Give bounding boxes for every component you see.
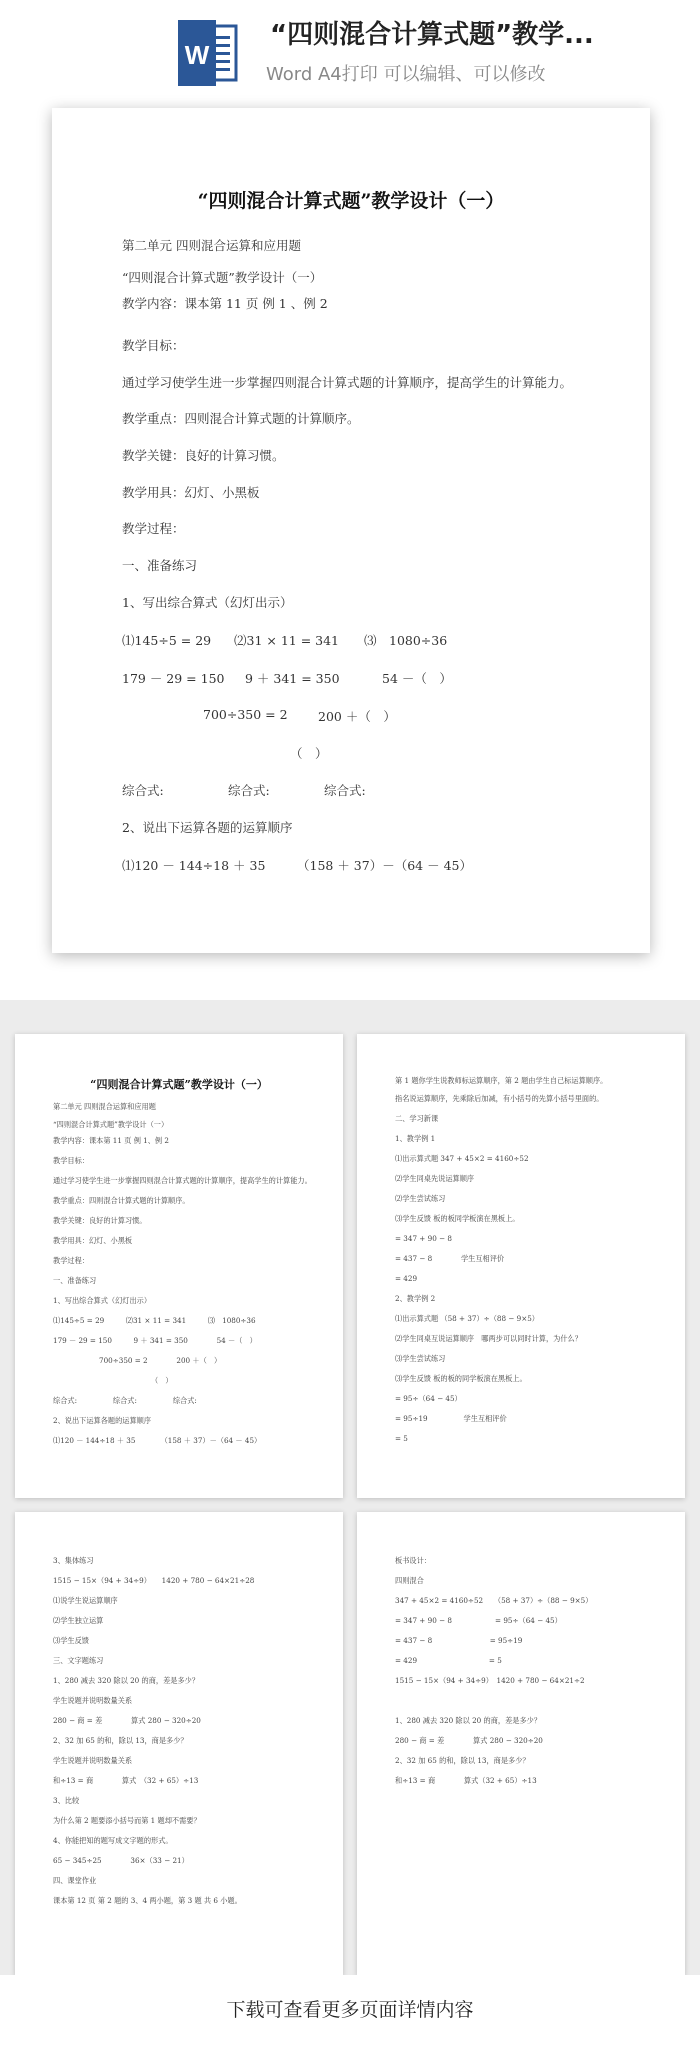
thumb-line: 1515 − 15×（94 + 34÷9） 1420 + 780 − 64×21÷2: [395, 1676, 585, 1685]
thumb-line: 学生说题并说明数量关系: [53, 1696, 133, 1705]
thumb-line: = 95÷19 学生互相评价: [395, 1414, 507, 1423]
thumb-line: 179 － 29 = 150 9 ＋ 341 = 350 54 －（ ）: [53, 1336, 257, 1345]
thumb-line: 板书设计：: [395, 1556, 431, 1565]
thumb-line: 教学目标：: [53, 1156, 89, 1165]
doc-line: 9 ＋ 341 = 350: [245, 671, 340, 686]
thumb-line: ⑵学生同桌先说运算顺序: [395, 1174, 475, 1183]
doc-line: 教学过程：: [122, 521, 185, 536]
thumb-line: ⑴出示算式题 （58 + 37）÷（88 − 9×5）: [395, 1314, 539, 1323]
thumb-line: 65 − 345÷25 36×（33 − 21）: [53, 1856, 189, 1865]
thumb-line: 教学重点：四则混合计算式题的计算顺序。: [53, 1196, 190, 1205]
thumb-line: 700÷350 = 2 200 ＋（ ）: [99, 1356, 222, 1365]
thumb-line: 280 − 商 = 差 算式 280 − 320÷20: [395, 1736, 543, 1745]
doc-line: 教学关键：良好的计算习惯。: [122, 448, 285, 463]
thumb-line: ⑶学生反馈: [53, 1636, 89, 1645]
thumb-line: = 347 + 90 − 8: [395, 1234, 452, 1243]
doc-line: 教学重点：四则混合计算式题的计算顺序。: [122, 411, 360, 426]
page-thumbnail-gallery: [0, 1000, 700, 1975]
thumb-line: = 429: [395, 1274, 418, 1283]
thumb-line: ⑵学生同桌互说运算顺序 哪两步可以同时计算，为什么？: [395, 1334, 582, 1343]
thumb-line: 4、你能把知的题写成文字题的形式。: [53, 1836, 173, 1845]
thumb-line: ⑵学生尝试练习: [395, 1194, 446, 1203]
thumb-line: （ ）: [151, 1376, 173, 1385]
thumb-line: = 437 − 8 学生互相评价: [395, 1254, 505, 1263]
thumb-line: 第 1 题你学生说教师标运算顺序，第 2 题由学生自己标运算顺序。: [395, 1076, 608, 1085]
document-title: “四则混合计算式题”教学设计（一）: [197, 190, 505, 212]
header-subtitle: Word A4打印 可以编辑、可以修改: [266, 64, 546, 85]
thumb-line: 指名说运算顺序，先乘除后加减，有小括号的先算小括号里面的。: [395, 1094, 604, 1103]
thumb-line: 1、280 减去 320 除以 20 的商，差是多少？: [53, 1676, 200, 1685]
thumb-title: “四则混合计算式题”教学设计（一）: [90, 1078, 268, 1091]
header: [0, 0, 700, 100]
doc-line: （ ）: [290, 746, 328, 761]
thumb-line: ⑴120 － 144÷18 ＋ 35 （158 ＋ 37）－（64 － 45）: [53, 1436, 262, 1445]
main-document-page: [52, 108, 650, 953]
doc-line: ⑵31 × 11 = 341: [234, 633, 340, 648]
thumb-line: “四则混合计算式题”教学设计（一）: [53, 1120, 169, 1129]
thumb-line: 1、教学例 1: [395, 1134, 436, 1143]
thumbnail-page-4[interactable]: [357, 1512, 685, 1976]
thumb-line: ⑶学生反馈 板的板的同学板演在黑板上。: [395, 1374, 527, 1383]
doc-line: 1、写出综合算式（幻灯出示）: [122, 595, 293, 610]
doc-line: （158 ＋ 37）－（64 － 45）: [297, 858, 472, 873]
thumbnail-page-3[interactable]: [15, 1512, 343, 1976]
thumb-line: ⑴145÷5 = 29 ⑵31 × 11 = 341 ⑶ 1080÷36: [53, 1316, 256, 1325]
thumb-line: = 95÷（64 − 45）: [395, 1394, 462, 1403]
doc-line: 综合式:: [228, 783, 270, 798]
doc-line: 第二单元 四则混合运算和应用题: [122, 238, 301, 253]
doc-line: 教学目标：: [122, 338, 185, 353]
thumb-line: ⑶学生反馈 板的板同学板演在黑板上。: [395, 1214, 520, 1223]
svg-text:W: W: [184, 40, 210, 70]
thumb-line: 四则混合: [395, 1576, 424, 1585]
doc-line: 2、说出下运算各题的运算顺序: [122, 820, 293, 835]
thumb-line: 1515 − 15×（94 + 34÷9） 1420 + 780 − 64×21÷28: [53, 1576, 255, 1585]
thumb-line: 教学内容：课本第 11 页 例 1、例 2: [53, 1136, 169, 1145]
doc-line: ⑴145÷5 = 29: [122, 633, 212, 648]
word-icon: [176, 20, 238, 86]
thumb-line: ⑵学生独立运算: [53, 1616, 104, 1625]
thumb-line: 和÷13 = 商 算式（32 + 65）÷13: [395, 1776, 537, 1785]
thumb-line: 2、32 加 65 的和，除以 13，商是多少？: [395, 1756, 530, 1765]
thumb-line: = 437 − 8 = 95÷19: [395, 1636, 523, 1645]
thumb-line: 四、课堂作业: [53, 1876, 97, 1885]
thumb-line: 2、32 加 65 的和，除以 13，商是多少？: [53, 1736, 188, 1745]
thumb-line: = 347 + 90 − 8 = 95÷（64 − 45）: [395, 1616, 562, 1625]
thumb-line: 3、比较: [53, 1796, 80, 1805]
thumb-line: ⑴说学生说运算顺序: [53, 1596, 118, 1605]
thumb-line: 教学用具：幻灯、小黑板: [53, 1236, 133, 1245]
doc-line: 教学内容：课本第 11 页 例 1 、例 2: [122, 296, 328, 311]
thumb-line: 347 + 45×2 = 4160÷52 （58 + 37）÷（88 − 9×5）: [395, 1596, 593, 1605]
header-title: “四则混合计算式题”教学...: [270, 20, 594, 50]
doc-line: “四则混合计算式题”教学设计（一）: [122, 270, 323, 285]
thumb-line: = 5: [395, 1434, 408, 1443]
doc-line: 200 ＋（ ）: [318, 709, 396, 724]
doc-line: 700÷350 = 2: [203, 707, 288, 722]
thumb-line: 学生说题并说明数量关系: [53, 1756, 133, 1765]
doc-line: 综合式:: [122, 783, 164, 798]
thumb-line: 教学过程：: [53, 1256, 89, 1265]
doc-line: 54 －（ ）: [382, 671, 452, 686]
thumb-line: 课本第 12 页 第 2 题的 3、4 两小题，第 3 题 共 6 小题。: [53, 1896, 242, 1905]
doc-line: 综合式:: [324, 783, 366, 798]
thumb-line: ⑶学生尝试练习: [395, 1354, 446, 1363]
thumbnail-page-2[interactable]: [357, 1034, 685, 1498]
doc-line: ⑴120 － 144÷18 ＋ 35: [122, 858, 266, 873]
doc-line: 通过学习使学生进一步掌握四则混合计算式题的计算顺序，提高学生的计算能力。: [122, 375, 573, 390]
thumb-line: 2、说出下运算各题的运算顺序: [53, 1416, 152, 1425]
doc-line: ⑶ 1080÷36: [364, 633, 448, 648]
thumb-line: 二、学习新课: [395, 1114, 439, 1123]
thumb-line: 三、文字题练习: [53, 1656, 104, 1665]
thumb-line: 1、280 减去 320 除以 20 的商，差是多少？: [395, 1716, 542, 1725]
thumb-line: 1、写出综合算式（幻灯出示）: [53, 1296, 152, 1305]
doc-line: 教学用具：幻灯、小黑板: [122, 485, 260, 500]
thumb-line: ⑴出示算式题 347 + 45×2 = 4160÷52: [395, 1154, 529, 1163]
footer-download-hint[interactable]: 下载可查看更多页面详情内容: [0, 1975, 700, 2046]
thumb-line: 一、准备练习: [53, 1276, 97, 1285]
thumb-line: 通过学习使学生进一步掌握四则混合计算式题的计算顺序，提高学生的计算能力。: [53, 1176, 312, 1185]
thumb-line: 第二单元 四则混合运算和应用题: [53, 1102, 156, 1111]
thumb-line: 教学关键：良好的计算习惯。: [53, 1216, 147, 1225]
thumb-line: 280 − 商 = 差 算式 280 − 320÷20: [53, 1716, 201, 1725]
thumb-line: 综合式: 综合式: 综合式:: [53, 1396, 197, 1405]
thumb-line: = 429 = 5: [395, 1656, 502, 1665]
thumbnail-page-1[interactable]: [15, 1034, 343, 1498]
thumb-line: 为什么第 2 题要添小括号而第 1 题却不需要？: [53, 1816, 201, 1825]
doc-line: 179 － 29 = 150: [122, 671, 225, 686]
thumb-line: 3、集体练习: [53, 1556, 94, 1565]
thumb-line: 和÷13 = 商 算式 （32 + 65）÷13: [53, 1776, 199, 1785]
thumb-line: 2、教学例 2: [395, 1294, 436, 1303]
doc-line: 一、准备练习: [122, 558, 198, 573]
